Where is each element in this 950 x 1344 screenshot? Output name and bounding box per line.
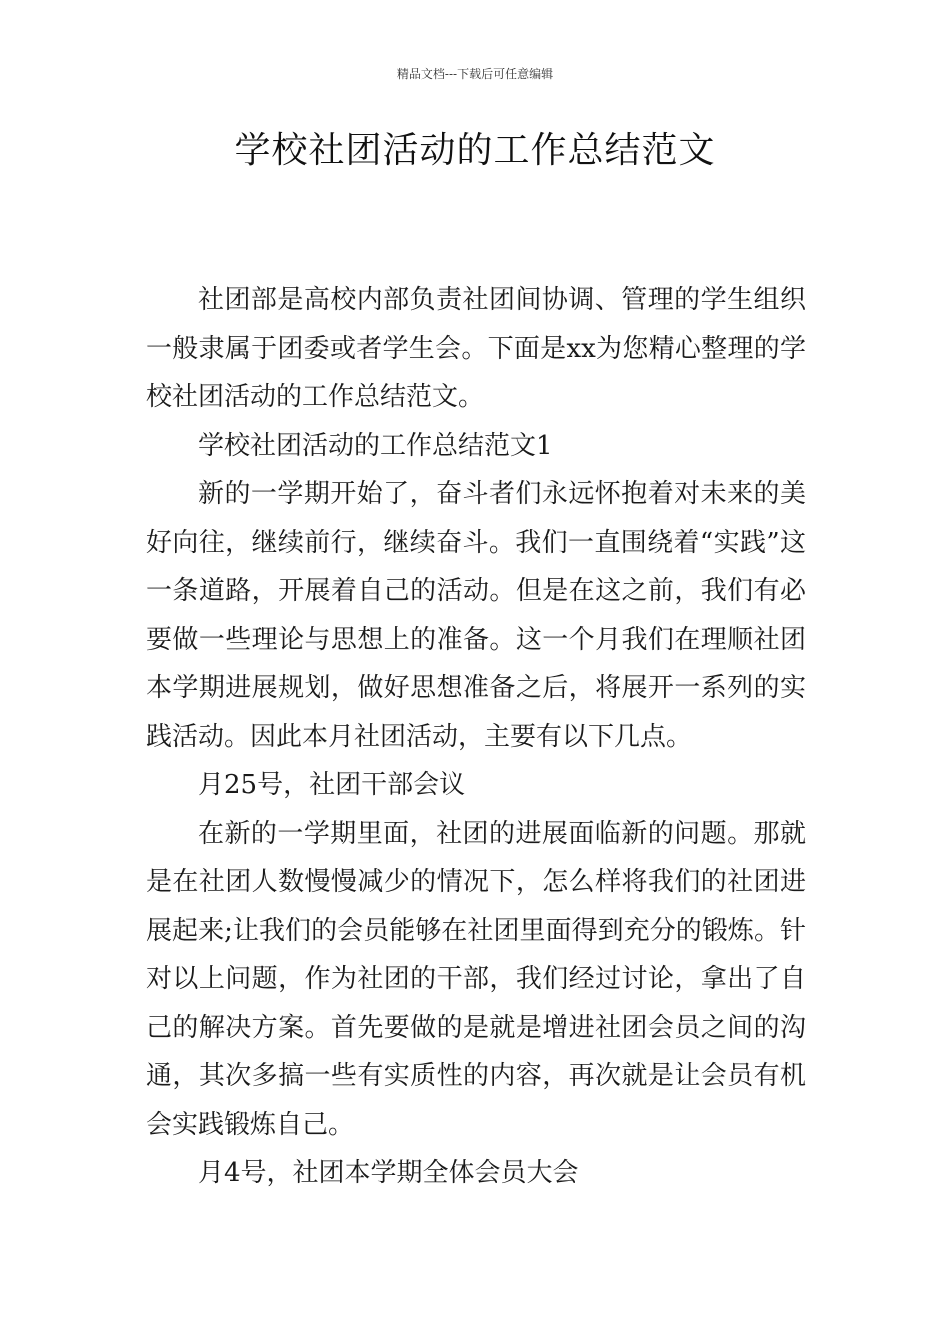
intro-paragraph: 社团部是高校内部负责社团间协调、管理的学生组织一般隶属于团委或者学生会。下面是xx为您精心整理的学校社团活动的工作总结范文。 bbox=[146, 285, 806, 412]
section-heading: 学校社团活动的工作总结范文1 bbox=[198, 430, 553, 461]
header-note: 精品文档---下载后可任意编辑 bbox=[396, 67, 554, 81]
document-title: 学校社团活动的工作总结范文 bbox=[234, 130, 716, 171]
body-paragraph: 在新的一学期里面，社团的进展面临新的问题。那就是在社团人数慢慢减少的情况下，怎么样将我们的社团进展起来;让我们的会员能够在社团里面得到充分的锻炼。针对以上问题，作为社团的干部，我们经过讨论，拿出了自己的解决方案。首先要做的是就是增进社团会员之间的沟通，其次多搞一些有实质性的内容，再次就是让会员有机会实践锻炼自己。 bbox=[146, 818, 806, 1140]
body-paragraph: 新的一学期开始了，奋斗者们永远怀抱着对未来的美好向往，继续前行，继续奋斗。我们一直围绕着“实践”这一条道路，开展着自己的活动。但是在这之前，我们有必要做一些理论与思想上的准备。这一个月我们在理顺社团本学期进展规划，做好思想准备之后，将展开一系列的实践活动。因此本月社团活动，主要有以下几点。 bbox=[146, 479, 806, 752]
item-heading: 月4号，社团本学期全体会员大会 bbox=[198, 1158, 579, 1188]
item-heading: 月25号，社团干部会议 bbox=[198, 770, 466, 800]
document-body bbox=[146, 276, 806, 1198]
